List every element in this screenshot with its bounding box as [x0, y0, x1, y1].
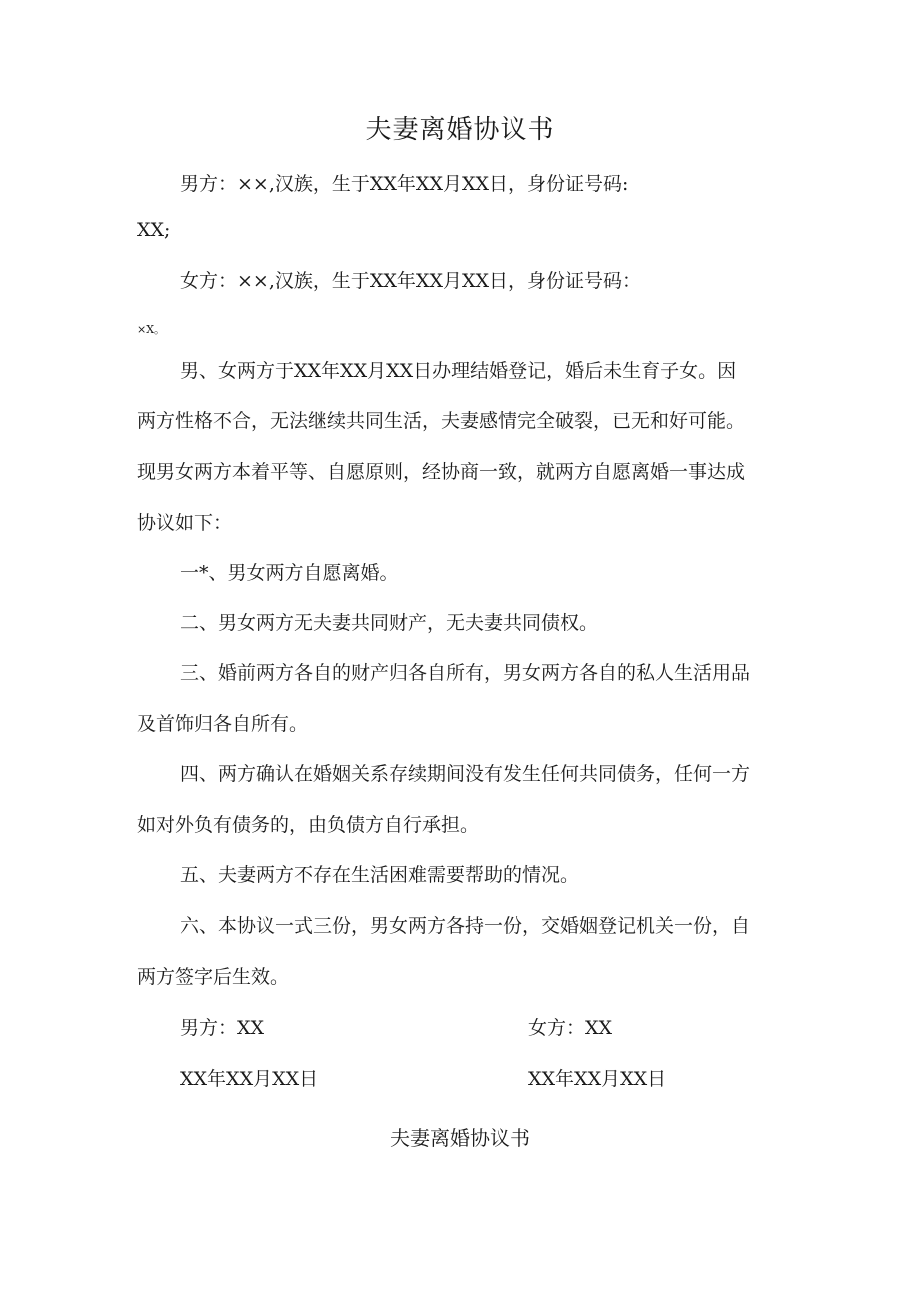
intro-paragraph-line-3: 现男女两方本着平等、自愿原则，经协商一致，就两方自愿离婚一事达成: [137, 461, 746, 483]
clause-6-line-1: 六、本协议一式三份，男女两方各持一份，交婚姻登记机关一份，自: [180, 915, 751, 937]
document-title: 夫妻离婚协议书: [365, 115, 555, 145]
clause-3-line-1: 三、婚前两方各自的财产归各自所有，男女两方各自的私人生活用品: [180, 662, 751, 684]
female-signature-label: 女方：XX: [528, 1017, 613, 1039]
footer-title: 夫妻离婚协议书: [390, 1126, 530, 1150]
clause-4-line-2: 如对外负有债务的，由负债方自行承担。: [137, 814, 480, 836]
male-id-number: XX;: [137, 219, 171, 241]
male-party-line: 男方：××,汉族，生于XX年XX月XX日，身份证号码:: [180, 173, 629, 195]
female-id-number: ×X。: [137, 323, 166, 336]
clause-2: 二、男女两方无夫妻共同财产，无夫妻共同债权。: [180, 612, 599, 634]
clause-5: 五、夫妻两方不存在生活困难需要帮助的情况。: [180, 864, 580, 886]
intro-paragraph-line-2: 两方性格不合，无法继续共同生活，夫妻感情完全破裂，已无和好可能。: [137, 410, 746, 432]
clause-1: 一*、男女两方自愿离婚。: [180, 562, 399, 584]
clause-3-line-2: 及首饰归各自所有。: [137, 713, 309, 735]
clause-4-line-1: 四、两方确认在婚姻关系存续期间没有发生任何共同债务，任何一方: [180, 763, 751, 785]
intro-paragraph-line-4: 协议如下：: [137, 512, 233, 534]
female-party-line: 女方：××,汉族，生于XX年XX月XX日，身份证号码：: [180, 270, 642, 292]
female-signature-date: XX年XX月XX日: [528, 1068, 667, 1090]
male-signature-date: XX年XX月XX日: [180, 1068, 319, 1090]
clause-6-line-2: 两方签字后生效。: [137, 966, 290, 988]
male-signature-label: 男方：XX: [180, 1017, 265, 1039]
intro-paragraph-line-1: 男、女两方于XX年XX月XX日办理结婚登记，婚后未生育子女。因: [180, 360, 737, 382]
